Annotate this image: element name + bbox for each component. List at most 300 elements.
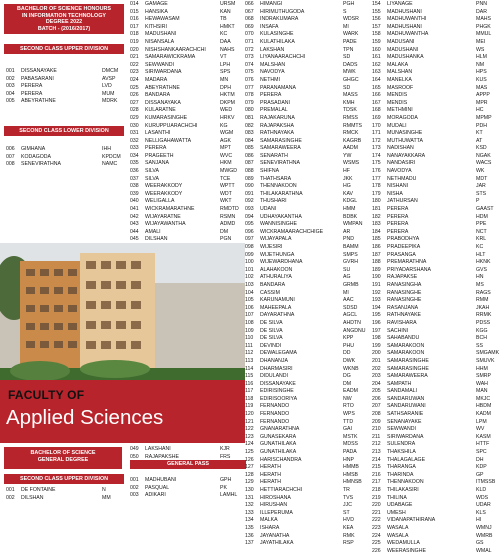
list-item-name: NAVODYA [260, 69, 285, 76]
list-item-name: SAMARASINGHE [260, 137, 302, 144]
list-item [372, 138, 498, 146]
list-item [245, 54, 365, 62]
list-item-name: SAMARAWICKRAMA [145, 54, 196, 61]
list-item-name: KODAGODA [21, 153, 51, 160]
list-item-name: THUSHARI [260, 198, 287, 205]
list-item-name: UDHAYAKANTHA [260, 213, 302, 220]
list-item [245, 47, 365, 55]
list-item-number: 137 [245, 540, 254, 547]
list-item-name: MANELKA [387, 76, 412, 83]
list-item-number: 083 [245, 130, 254, 137]
list-item [130, 54, 242, 62]
list-item-initials: FRS [220, 453, 231, 460]
list-item-number: 206 [372, 395, 381, 402]
list-item-name: UDABAGE [387, 502, 413, 509]
list-item [245, 252, 365, 260]
list-item-name: RANASINGHA [387, 281, 422, 288]
list-item-initials: HMM [343, 206, 356, 213]
list-item-name: THILAKASIRI [387, 487, 419, 493]
list-item-number: 086 [245, 152, 254, 159]
list-item-number: 091 [245, 190, 254, 197]
list-item-name: MENDIS [387, 92, 408, 99]
list-item-name: DE SILVA [260, 335, 283, 342]
list-item-initials: AADM [343, 145, 358, 152]
list-item-initials: ADMD [220, 221, 236, 228]
list-item-name: SAMARAKOON [387, 350, 425, 357]
list-item [6, 76, 124, 84]
list-item-number: 123 [245, 433, 254, 440]
list-item-initials: NGAK [476, 152, 491, 159]
list-item-number: 095 [245, 221, 254, 228]
list-item-initials: HF [343, 168, 350, 175]
list-item [245, 69, 365, 77]
list-item-name: RASANJANA [387, 304, 419, 311]
list-item-name: ADIKARI [145, 492, 166, 499]
list-item-number: 112 [245, 350, 254, 357]
list-item-initials: PGH [343, 1, 355, 7]
list-item-number: 117 [245, 388, 254, 395]
list-item-name: KULASINGHE [260, 31, 294, 38]
list-item [245, 419, 365, 427]
list-item [130, 492, 242, 500]
list-item-number: 093 [245, 206, 254, 213]
list-item [372, 411, 498, 419]
lower-division-list [6, 146, 124, 169]
list-item [6, 154, 124, 162]
list-item-initials: MN [220, 76, 229, 83]
list-item-name: DE SILVA [260, 327, 283, 334]
list-item-initials: DM [343, 380, 352, 387]
list-item-number: 189 [372, 266, 381, 273]
list-item-initials: HBDM [476, 403, 492, 410]
list-item-initials: TR [343, 487, 350, 493]
list-item-name: KULATHILAKA [260, 38, 295, 45]
list-item-name: NADISHAN [387, 145, 414, 152]
list-item-name: SANDARUWANI [387, 403, 426, 410]
list-item-initials: EADM [343, 388, 358, 395]
list-item [245, 388, 365, 396]
list-item [372, 1, 498, 9]
list-item [245, 153, 365, 161]
list-item-number: 217 [372, 479, 381, 486]
list-item [6, 91, 124, 99]
list-item [372, 221, 498, 229]
list-item [130, 62, 242, 70]
list-item [372, 419, 498, 427]
list-item-name: SIRIWARDANA [145, 69, 182, 76]
list-item-number: 162 [372, 61, 381, 68]
list-item-name: ISHARA [260, 524, 280, 531]
list-item-number: 201 [372, 357, 381, 364]
list-item-initials: SU [343, 266, 351, 273]
list-item-number: 069 [245, 23, 254, 30]
list-item-name: KULARATNE [145, 107, 176, 114]
list-item-initials: MEI [476, 38, 486, 45]
list-item-name: PASQUAL [145, 484, 170, 491]
section-heading-upper-general: SECOND CLASS UPPER DIVISION [4, 474, 124, 484]
list-item [372, 426, 498, 434]
list-item-initials: ANGDNU [343, 327, 366, 334]
list-item [372, 176, 498, 184]
list-item-name: NISHANI [387, 183, 409, 190]
list-item-name: SULENDRA [387, 441, 416, 448]
general-upper-list [6, 487, 124, 502]
list-item-number: 213 [372, 449, 381, 456]
list-item-name: PRASADANI [260, 99, 290, 106]
list-item-initials: WKT [220, 198, 232, 205]
list-item-name: CASSIM [260, 289, 280, 296]
list-item [372, 502, 498, 510]
list-item [372, 198, 498, 206]
list-item-initials: MDRK [102, 98, 118, 105]
list-item-name: PERERA [387, 228, 409, 235]
list-item-number: 045 [130, 236, 139, 243]
list-item-initials: WDS [476, 494, 489, 501]
list-item-name: WASALA [387, 524, 409, 531]
list-item [245, 297, 365, 305]
list-item-name: NELLIGAHAWATTA [145, 137, 192, 144]
list-item [245, 236, 365, 244]
list-item-number: 154 [372, 1, 381, 7]
list-item-number: 133 [245, 509, 254, 516]
list-item-name: MUNASINGHE [387, 130, 423, 137]
list-item-name: NANDASIRI [387, 160, 416, 167]
list-item-number: 208 [372, 411, 381, 418]
list-item-number: 014 [130, 1, 139, 7]
list-item [130, 153, 242, 161]
list-item-name: PERERA [260, 92, 282, 99]
list-item-number: 108 [245, 319, 254, 326]
list-item-name: GAMAGE [145, 1, 168, 7]
list-item-initials: N [102, 487, 106, 493]
list-item-name: WICKRAMARATHNE [145, 206, 195, 213]
list-item-initials: WGM [220, 130, 234, 137]
list-item-number: 003 [6, 83, 15, 90]
list-item [245, 77, 365, 85]
list-item-initials: HNP [343, 456, 354, 463]
list-item-name: MALSHAN [260, 61, 286, 68]
list-item-initials: P [476, 198, 480, 205]
list-item-number: 088 [245, 168, 254, 175]
list-item-number: 096 [245, 228, 254, 235]
list-item-name: WIJESIRI [260, 244, 283, 250]
list-item-initials: PHGK [476, 23, 491, 30]
list-item-initials: S [343, 8, 347, 15]
list-item-number: 085 [245, 145, 254, 152]
list-item-number: 167 [372, 99, 381, 106]
list-item-number: 044 [130, 228, 139, 235]
list-item-name: LAKSHAN [260, 46, 285, 53]
list-item-number: 034 [130, 152, 139, 159]
list-item-name: HIROSHANA [260, 494, 291, 501]
list-item [245, 358, 365, 366]
list-item-initials: JAR [476, 183, 486, 190]
list-item-initials: HMMB [343, 464, 359, 471]
list-item [130, 191, 242, 199]
list-item-number: 003 [130, 492, 139, 499]
list-item-number: 079 [245, 99, 254, 106]
list-item-initials: WMRB [476, 532, 493, 539]
list-item [245, 115, 365, 123]
list-item [245, 350, 365, 358]
list-item-initials: SMUVK [476, 357, 495, 364]
list-item-initials: WV [476, 426, 485, 433]
list-item [245, 145, 365, 153]
list-item-name: MALAKA [387, 61, 409, 68]
list-item-number: 177 [372, 175, 381, 182]
list-item-initials: STS [476, 190, 487, 197]
list-item-number: 084 [245, 137, 254, 144]
list-item-initials: SPS [220, 69, 231, 76]
list-item-number: 181 [372, 206, 381, 213]
list-item-number: 215 [372, 464, 381, 471]
list-item-number: 128 [245, 471, 254, 478]
list-item-name: DHANANJA [260, 357, 288, 364]
list-item-initials: KDGL [343, 198, 358, 205]
list-item [245, 176, 365, 184]
list-item [372, 312, 498, 320]
list-item-initials: DPH [220, 84, 231, 91]
list-item-number: 173 [372, 145, 381, 152]
list-item-number: 001 [130, 477, 139, 484]
list-item-number: 049 [130, 446, 139, 452]
list-item-number: 068 [245, 16, 254, 23]
list-item-initials: DKPM [220, 99, 235, 106]
list-item-name: HIMANGI [260, 1, 283, 7]
list-item [372, 328, 498, 336]
list-item-initials: MPR [476, 99, 488, 106]
list-item [372, 54, 498, 62]
list-item [372, 252, 498, 260]
list-item-number: 092 [245, 198, 254, 205]
list-item-initials: SMGAMK [476, 350, 500, 357]
list-item-name: HIRIMUTHUGODA [260, 8, 305, 15]
list-item-name: RANASINGHE [387, 297, 422, 304]
list-item-number: 225 [372, 540, 381, 547]
list-item-initials: WKNB [343, 365, 359, 372]
list-item-number: 207 [372, 403, 381, 410]
list-item-number: 114 [245, 365, 254, 372]
list-item-initials: TDSK [343, 107, 357, 114]
list-item-initials: KUS [476, 76, 487, 83]
list-item-name: MADUSANI [387, 38, 415, 45]
list-item [130, 16, 242, 24]
section-heading-lower: SECOND CLASS LOWER DIVISION [4, 126, 124, 136]
list-item-initials: AHDTN [343, 319, 361, 326]
list-item-initials: NCT [476, 228, 487, 235]
list-item-initials: HI [476, 517, 482, 524]
list-item-name: SAMARAWEERA [387, 373, 428, 380]
list-item-initials: MWGD [220, 168, 237, 175]
list-item-name: BANDARA [260, 281, 286, 288]
list-item-initials: NAMC [102, 161, 118, 168]
list-item-name: GUNATHILAKA [260, 441, 297, 448]
list-item-number: 007 [6, 153, 15, 160]
list-item [372, 267, 498, 275]
list-item [245, 259, 365, 267]
list-item-number: 216 [372, 471, 381, 478]
list-item-initials: WDT [220, 190, 232, 197]
list-item-name: DISSANAYAKE [21, 68, 57, 74]
list-item [372, 517, 498, 525]
list-item-number: 196 [372, 319, 381, 326]
list-item [372, 24, 498, 32]
list-item-number: 160 [372, 46, 381, 53]
list-item-initials: HKM [220, 160, 232, 167]
list-item-initials: RMCK [343, 130, 359, 137]
list-item-number: 078 [245, 92, 254, 99]
list-item [245, 411, 365, 419]
list-item-initials: DAR [476, 8, 487, 15]
list-item-initials: WDSR [343, 16, 359, 23]
list-item [245, 183, 365, 191]
list-item-number: 103 [245, 281, 254, 288]
list-item-initials: MWK [343, 69, 356, 76]
list-item [372, 214, 498, 222]
list-item-number: 002 [6, 494, 15, 501]
list-item [245, 267, 365, 275]
list-item-number: 120 [245, 411, 254, 418]
list-item-name: MADHUWANTHI [387, 16, 427, 23]
list-item-name: INSAFA [260, 23, 279, 30]
list-item [245, 441, 365, 449]
list-item [245, 403, 365, 411]
list-item [130, 168, 242, 176]
list-item [372, 335, 498, 343]
section-heading-upper: SECOND CLASS UPPER DIVISION [4, 44, 124, 54]
list-item-initials: WARK [343, 31, 359, 38]
list-item [372, 381, 498, 389]
list-item-name: SAMARASINGHE [387, 365, 429, 372]
list-item [372, 9, 498, 17]
list-item-name: FERNANDO [260, 403, 290, 410]
list-item-name: HARISCHANDRA [260, 456, 302, 463]
list-item-name: KURUPPUARACHCHI [145, 122, 198, 129]
list-item-number: 222 [372, 517, 381, 524]
list-item-name: UDANI [260, 206, 277, 213]
list-item-initials: RSP [343, 540, 354, 547]
list-item-name: GIMHANA [21, 146, 46, 152]
list-item [130, 1, 242, 9]
list-item-name: LASANTHI [145, 130, 171, 137]
list-item-name: WASALA [387, 532, 409, 539]
list-item-number: 186 [372, 244, 381, 250]
list-item-number: 043 [130, 221, 139, 228]
list-item-name: PREMARATHNA [387, 259, 427, 266]
list-item-initials: MSTK [343, 433, 358, 440]
list-item [372, 100, 498, 108]
upper-division-list [6, 68, 124, 106]
list-item [245, 335, 365, 343]
list-item-name: PABASARANI [21, 75, 54, 82]
list-item-name: PRIYADARSHANA [387, 266, 432, 273]
list-item-name: SEWWANDI [387, 426, 416, 433]
list-item-initials: TTD [343, 418, 354, 425]
list-item-number: 022 [130, 61, 139, 68]
list-item-number: 184 [372, 228, 381, 235]
list-item-name: UMESH [387, 509, 406, 516]
list-item-initials: DH [476, 456, 484, 463]
list-item-name: DE SILVA [260, 319, 283, 326]
list-item-name: SILVA [145, 175, 159, 182]
list-item-initials: MKJC [476, 395, 491, 402]
list-item-initials: HHM [476, 365, 488, 372]
list-item-initials: GRMB [343, 281, 359, 288]
list-item-initials: HMKT [220, 23, 235, 30]
list-item [245, 206, 365, 214]
list-item-name: HEWAWASAM [145, 16, 180, 23]
list-item-initials: MAS [476, 84, 488, 91]
list-item [372, 366, 498, 374]
list-item [130, 221, 242, 229]
list-item [245, 16, 365, 24]
list-item-number: 040 [130, 198, 139, 205]
list-item-number: 032 [130, 137, 139, 144]
degree-title-line: BACHELOR OF SCIENCE HONOURS [16, 6, 112, 12]
list-item-initials: PADA [343, 449, 357, 456]
list-item [372, 472, 498, 480]
list-item-initials: HRKV [220, 114, 235, 121]
list-item [372, 259, 498, 267]
list-item-number: 031 [130, 130, 139, 137]
list-item-name: HERATH [260, 479, 281, 486]
list-item-number: 075 [245, 69, 254, 76]
list-item-number: 001 [6, 487, 15, 493]
list-item [130, 176, 242, 184]
general-degree-line: BACHELOR OF SCIENCE [30, 450, 96, 456]
list-item-number: 180 [372, 198, 381, 205]
list-item-number: 080 [245, 107, 254, 114]
list-item-name: SAMARAKOON [387, 342, 425, 349]
list-item-number: 161 [372, 54, 381, 61]
list-item-name: SENARATH [260, 152, 288, 159]
list-item-number: 224 [372, 532, 381, 539]
list-item-name: WEDAMULLA [387, 540, 420, 547]
list-item [130, 130, 242, 138]
list-item-initials: KT [476, 130, 483, 137]
list-item [372, 290, 498, 298]
list-item [245, 160, 365, 168]
list-item [130, 229, 242, 237]
list-item-name: ABEYRATHNE [21, 98, 56, 105]
list-item-number: 002 [130, 484, 139, 491]
list-item-initials: AG [343, 274, 351, 281]
list-item [372, 441, 498, 449]
list-item-name: AMALI [145, 228, 161, 235]
list-item [245, 495, 365, 503]
list-item-initials: HPS [476, 69, 487, 76]
list-item [245, 426, 365, 434]
list-item [372, 396, 498, 404]
list-item-initials: PK [220, 484, 227, 491]
list-item-initials: RMM [476, 297, 489, 304]
list-item-name: EDIRISINGHE [260, 388, 294, 395]
list-item-number: 155 [372, 8, 381, 15]
list-item [245, 328, 365, 336]
list-item-initials: RMMTS [343, 122, 363, 129]
list-item-number: 172 [372, 137, 381, 144]
list-item-initials: RMSS [343, 114, 358, 121]
list-item-initials: MDT [476, 175, 488, 182]
list-item-name: NISHA [387, 190, 403, 197]
list-item-number: 099 [245, 251, 254, 258]
list-item-initials: WMAL [476, 547, 492, 554]
list-item [372, 540, 498, 548]
list-item-number: 033 [130, 145, 139, 152]
list-item-number: 081 [245, 114, 254, 121]
list-item-number: 101 [245, 266, 254, 273]
list-item-number: 001 [6, 68, 15, 74]
